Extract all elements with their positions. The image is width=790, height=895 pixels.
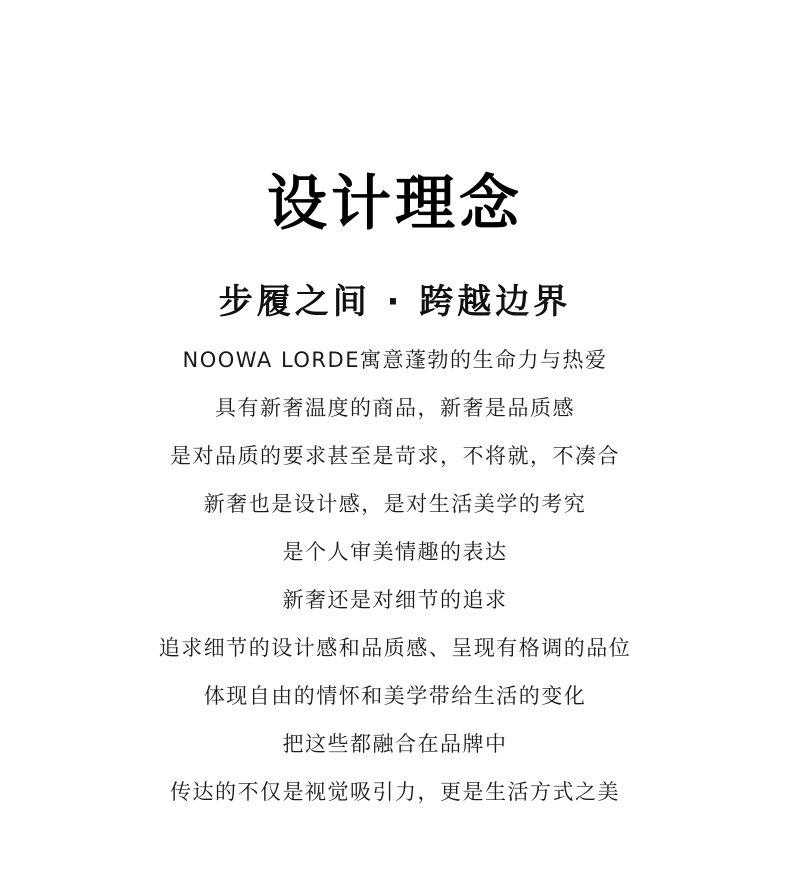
concept-line-1: NOOWA LORDE寓意蓬勃的生命力与热爱 xyxy=(182,348,608,372)
concept-line-3: 是对品质的要求甚至是苛求，不将就，不凑合 xyxy=(170,444,620,468)
page-subtitle: 步履之间 · 跨越边界 xyxy=(218,282,572,322)
concept-line-7: 追求细节的设计感和品质感、呈现有格调的品位 xyxy=(158,636,632,660)
concept-line-2: 具有新奢温度的商品，新奢是品质感 xyxy=(215,396,575,420)
concept-line-8: 体现自由的情怀和美学带给生活的变化 xyxy=(203,684,587,708)
concept-line-6: 新奢还是对细节的追求 xyxy=(282,588,508,612)
page-title: 设计理念 xyxy=(267,169,523,239)
concept-line-9: 把这些都融合在品牌中 xyxy=(282,732,508,756)
concept-text-list xyxy=(0,342,790,822)
concept-line-10: 传达的不仅是视觉吸引力，更是生活方式之美 xyxy=(170,780,620,804)
concept-line-5: 是个人审美情趣的表达 xyxy=(282,540,508,564)
concept-line-4: 新奢也是设计感，是对生活美学的考究 xyxy=(203,492,587,516)
